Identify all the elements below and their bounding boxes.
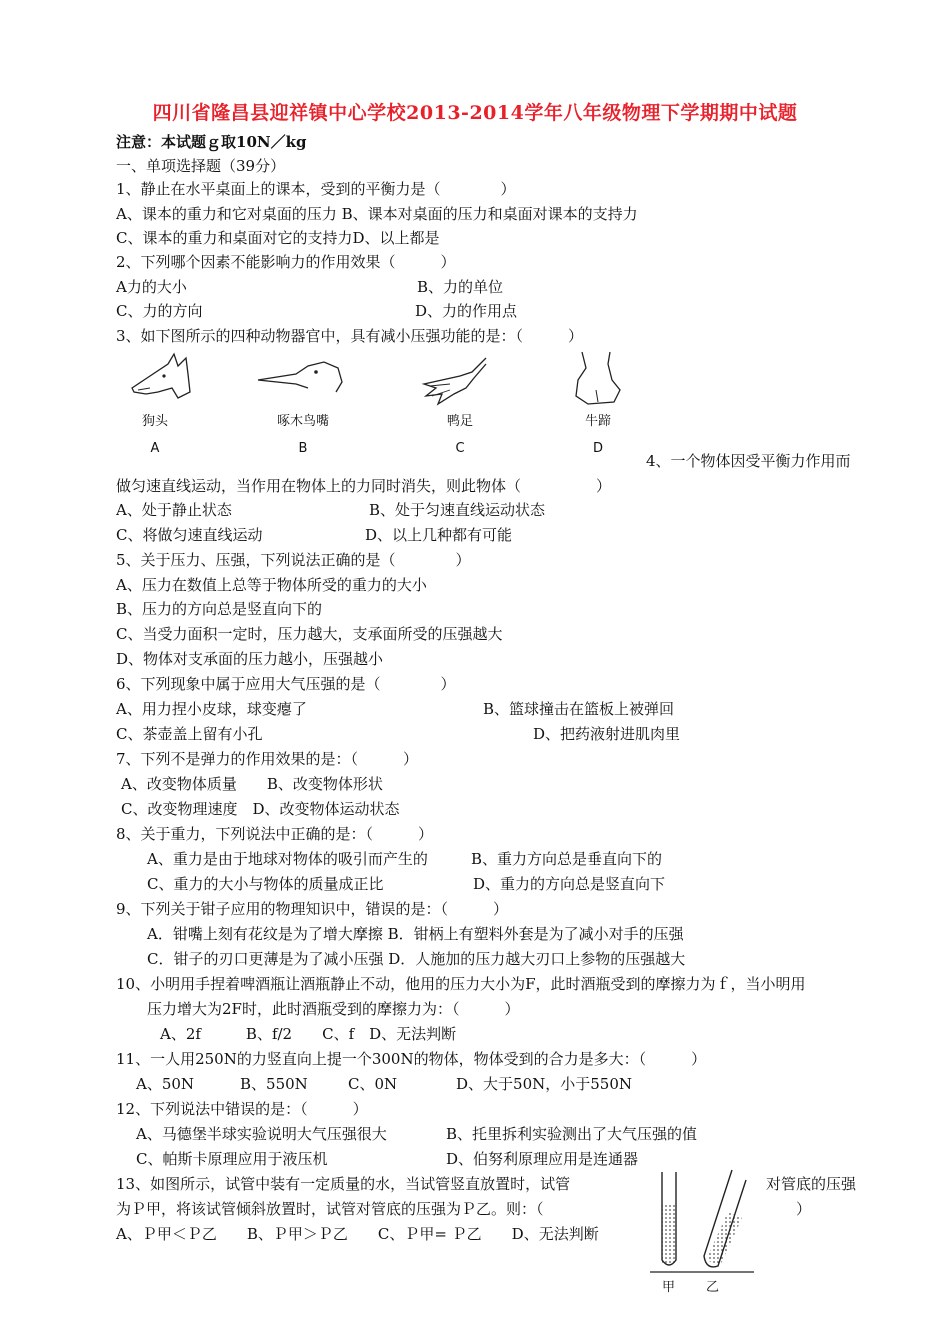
question-7-options-ab: A、改变物体质量 B、改变物体形状 — [121, 775, 383, 793]
question-2-option-b: B、力的单位 — [417, 278, 504, 296]
question-5-option-b: B、压力的方向总是竖直向下的 — [116, 600, 323, 618]
question-11-option-d: D、大于50N，小于550N — [456, 1075, 632, 1093]
question-2-stem: 2、下列哪个因素不能影响力的作用效果（ ） — [116, 253, 456, 271]
question-10-stem: 10、小明用手捏着啤酒瓶让酒瓶静止不动，他用的压力大小为F，此时酒瓶受到的摩擦力为ｆ，当小明用 — [116, 975, 806, 993]
question-13-stem-left: 13、如图所示，试管中装有一定质量的水，当试管竖直放置时，试管 — [116, 1175, 571, 1193]
question-7-options-cd: C、改变物理速度 D、改变物体运动状态 — [121, 800, 400, 818]
question-2-option-a: A力的大小 — [116, 278, 187, 296]
question-4-option-c: C、将做匀速直线运动 — [116, 526, 263, 544]
question-6-option-a: A、用力捏小皮球，球变瘪了 — [116, 700, 307, 718]
duck-foot-figure — [420, 354, 490, 406]
question-1-options-cd: C、课本的重力和桌面对它的支持力D、以上都是 — [116, 229, 440, 247]
question-10-options: A、2f B、f/2 C、f D、无法判断 — [160, 1025, 457, 1043]
question-5-stem: 5、关于压力、压强，下列说法正确的是（ ） — [116, 551, 471, 569]
question-4-option-d: D、以上几种都有可能 — [365, 526, 513, 544]
question-11-stem: 11、一人用250N的力竖直向上提一个300N的物体，物体受到的合力是多大：（ ） — [116, 1050, 707, 1068]
woodpecker-beak-figure — [256, 358, 346, 398]
question-13-stem-continued: 为Ｐ甲，将该试管倾斜放置时，试管对管底的压强为Ｐ乙。则：（ — [116, 1200, 544, 1218]
exam-note: 注意：本试题ｇ取10N／kg — [116, 133, 307, 151]
section-heading: 一、单项选择题（39分） — [116, 157, 286, 175]
animal-d-letter: D — [592, 441, 603, 456]
animal-b-letter: B — [298, 441, 308, 456]
question-13-stem-close: ） — [796, 1200, 812, 1218]
cow-hoof-figure — [568, 350, 628, 408]
question-6-option-b: B、篮球撞击在篮板上被弹回 — [483, 700, 675, 718]
page-title: 四川省隆昌县迎祥镇中心学校2013-2014学年八年级物理下学期期中试题 — [152, 102, 798, 124]
question-9-stem: 9、下列关于钳子应用的物理知识中，错误的是：（ ） — [116, 900, 509, 918]
animal-a-letter: A — [150, 441, 160, 456]
question-5-option-c: C、当受力面积一定时，压力越大，支承面所受的压强越大 — [116, 625, 503, 643]
animal-b — [268, 410, 338, 456]
question-4-option-a: A、处于静止状态 — [116, 501, 232, 519]
question-13-stem-right: 对管底的压强 — [766, 1175, 857, 1193]
question-4-option-b: B、处于匀速直线运动状态 — [369, 501, 546, 519]
question-8-option-c: C、重力的大小与物体的质量成正比 — [147, 875, 384, 893]
question-12-option-b: B、托里拆利实验测出了大气压强的值 — [446, 1125, 698, 1143]
question-8-option-a: A、重力是由于地球对物体的吸引而产生的 — [147, 850, 428, 868]
question-12-option-a: A、马德堡半球实验说明大气压强很大 — [136, 1125, 387, 1143]
tube-label-yi: 乙 — [706, 1280, 720, 1295]
question-5-option-a: A、压力在数值上总等于物体所受的重力的大小 — [116, 576, 427, 594]
question-1-options-ab: A、课本的重力和它对桌面的压力 B、课本对桌面的压力和桌面对课本的支持力 — [116, 205, 638, 223]
animal-c-letter: C — [455, 441, 465, 456]
question-8-stem: 8、关于重力，下列说法中正确的是：（ ） — [116, 825, 434, 843]
question-8-option-d: D、重力的方向总是竖直向下 — [473, 875, 666, 893]
tube-label-jia: 甲 — [662, 1280, 676, 1295]
question-5-option-d: D、物体对支承面的压力越小，压强越小 — [116, 650, 384, 668]
question-11-option-a: A、50N — [136, 1075, 195, 1093]
question-4-stem-start: 4、一个物体因受平衡力作用而 — [646, 452, 851, 470]
question-6-option-c: C、茶壶盖上留有小孔 — [116, 725, 263, 743]
animal-c-name: 鸭足 — [446, 414, 473, 429]
question-4-stem-continued: 做匀速直线运动，当作用在物体上的力同时消失，则此物体（ ） — [116, 477, 612, 495]
question-8-option-b: B、重力方向总是垂直向下的 — [471, 850, 663, 868]
question-6-stem: 6、下列现象中属于应用大气压强的是（ ） — [116, 675, 456, 693]
question-12-option-d: D、伯努利原理应用是连通器 — [446, 1150, 639, 1168]
animal-c — [440, 410, 480, 456]
question-3-stem: 3、如下图所示的四种动物器官中，具有减小压强功能的是：（ ） — [116, 327, 584, 345]
question-6-option-d: D、把药液射进肌肉里 — [533, 725, 681, 743]
question-12-stem: 12、下列说法中错误的是：（ ） — [116, 1100, 368, 1118]
question-9-options-ab: A．钳嘴上刻有花纹是为了增大摩擦 B．钳柄上有塑料外套是为了减小对手的压强 — [147, 925, 684, 943]
animal-a-name: 狗头 — [141, 414, 168, 429]
question-12-option-c: C、帕斯卡原理应用于液压机 — [136, 1150, 328, 1168]
question-1-stem: 1、静止在水平桌面上的课本，受到的平衡力是（ ） — [116, 180, 516, 198]
question-2-option-c: C、力的方向 — [116, 302, 203, 320]
question-11-option-c: C、0N — [348, 1075, 398, 1093]
question-10-stem-continued: 压力增大为2F时，此时酒瓶受到的摩擦力为：（ ） — [147, 1000, 520, 1018]
question-11-option-b: B、550N — [240, 1075, 308, 1093]
question-9-options-cd: C．钳子的刃口更薄是为了减小压强 D．人施加的压力越大刃口上参物的压强越大 — [147, 950, 686, 968]
animal-b-name: 啄木鸟嘴 — [276, 414, 329, 429]
question-7-stem: 7、下列不是弹力的作用效果的是：（ ） — [116, 750, 419, 768]
question-2-option-d: D、力的作用点 — [415, 302, 518, 320]
animal-d-name: 牛蹄 — [584, 414, 611, 429]
animal-a — [135, 410, 175, 456]
question-13-options: A、Ｐ甲＜Ｐ乙 B、Ｐ甲＞Ｐ乙 C、Ｐ甲= Ｐ乙 D、无法判断 — [116, 1225, 599, 1243]
dog-head-figure — [128, 352, 198, 402]
test-tubes-figure — [648, 1168, 758, 1278]
animal-d — [578, 410, 618, 456]
